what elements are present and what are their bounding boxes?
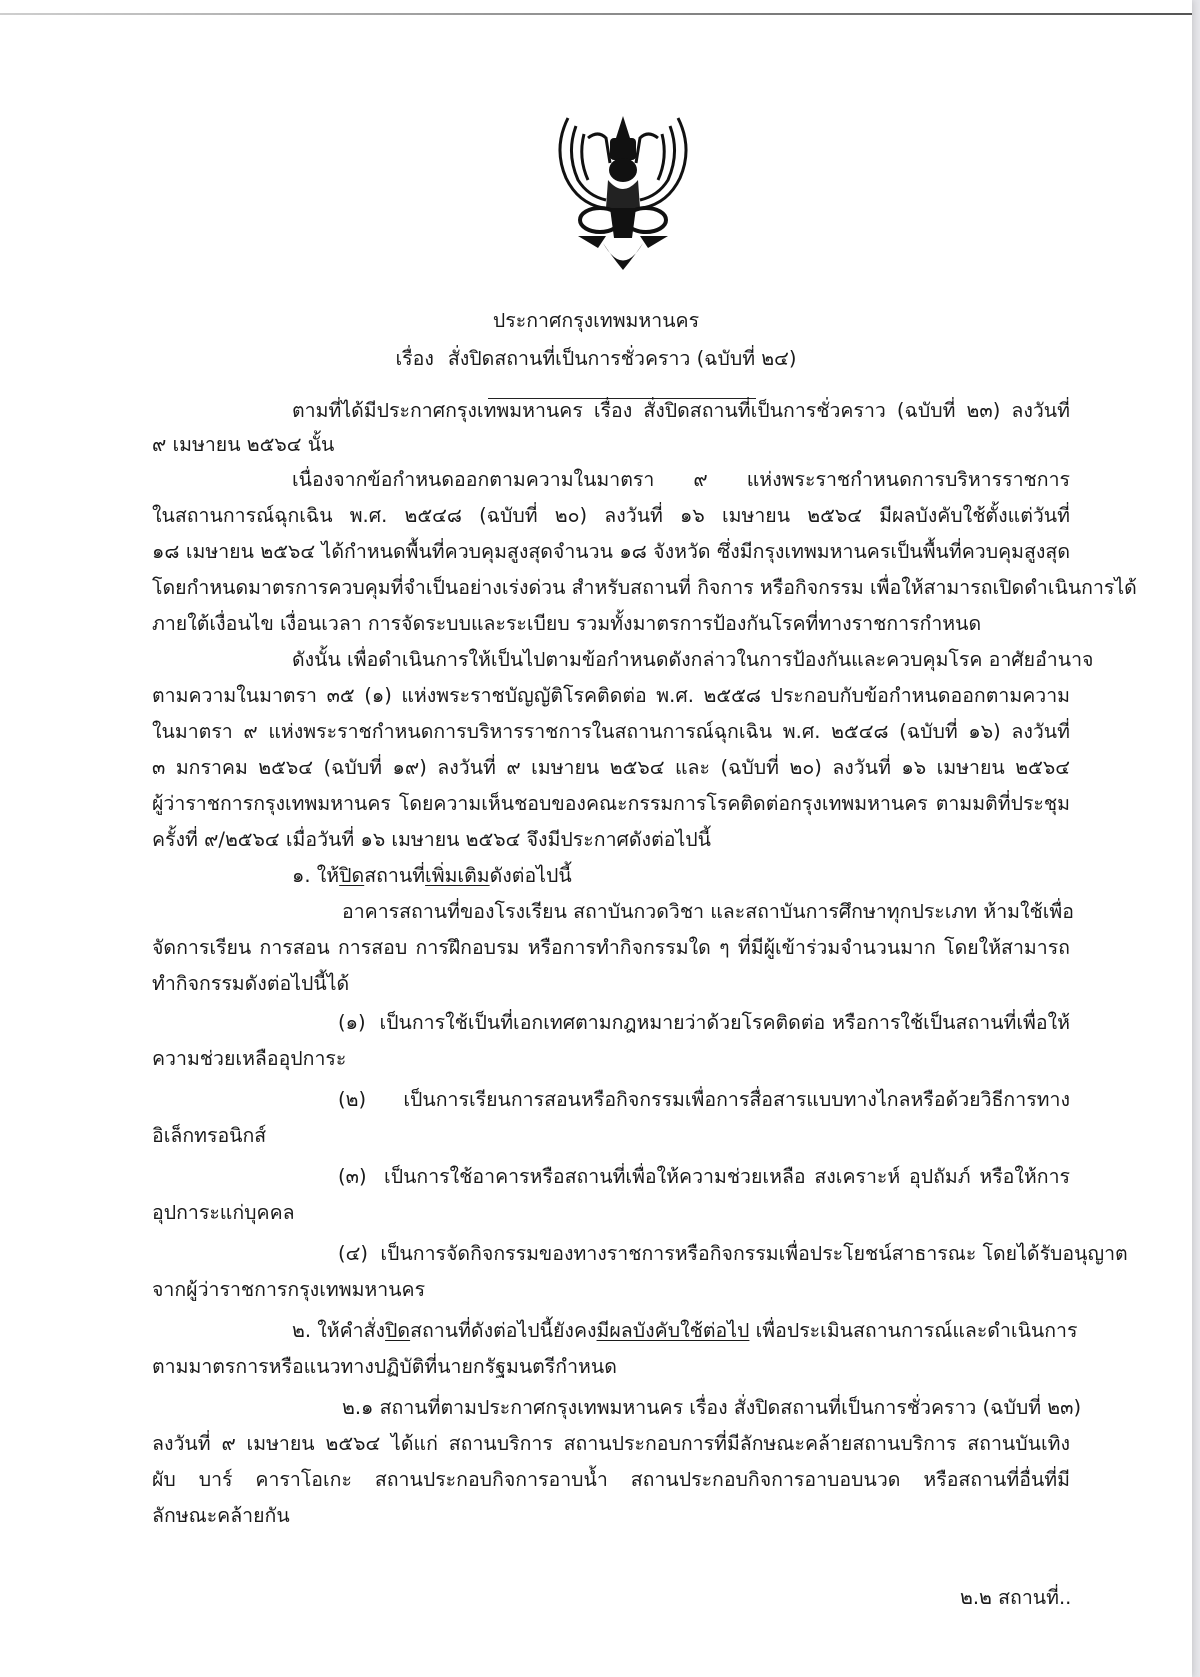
paragraph-line: ในสถานการณ์ฉุกเฉิน พ.ศ. ๒๕๔๘ (ฉบับที่ ๒๐) ลงวันที่ ๑๖ เมษายน ๒๕๖๔ มีผลบังคับใช้ตั้งแต่วันที่ [152,504,1070,527]
subitem-4-cont: จากผู้ว่าราชการกรุงเทพมหานคร [152,1278,426,1301]
subitem-3: (๓) เป็นการใช้อาคารหรือสถานที่เพื่อให้ความช่วยเหลือ สงเคราะห์ อุปถัมภ์ หรือให้การ [338,1165,1070,1188]
paragraph-line: เนื่องจากข้อกำหนดออกตามความในมาตรา ๙ แห่งพระราชกำหนดการบริหารราชการ [292,468,1070,491]
paragraph-line: ผับ บาร์ คาราโอเกะ สถานประกอบกิจการอาบน้ำ สถานประกอบกิจการอาบอบนวด หรือสถานที่อื่นที่มี [152,1468,1070,1491]
continuation-marker: ๒.๒ สถานที่.. [960,1586,1072,1609]
paragraph-line: ภายใต้เงื่อนไข เงื่อนเวลา การจัดระบบและระเบียบ รวมทั้งมาตรการป้องกันโรคที่ทางราชการกำหนด [152,612,982,635]
paragraph-line: ลักษณะคล้ายกัน [152,1504,290,1527]
document-subject [0,343,1192,374]
paragraph-line: ลงวันที่ ๙ เมษายน ๒๕๖๔ ได้แก่ สถานบริการ สถานประกอบการที่มีลักษณะคล้ายสถานบริการ สถานบันเทิง [152,1432,1070,1455]
subitem-1-cont: ความช่วยเหลืออุปการะ [152,1047,347,1070]
subitem-3-cont: อุปการะแก่บุคคล [152,1201,295,1224]
paragraph-line: จัดการเรียน การสอน การสอบ การฝึกอบรม หรือการทำกิจกรรมใด ๆ ที่มีผู้เข้าร่วมจำนวนมาก โดยให้สามารถ [152,936,1070,959]
item-1-heading: ๑. ให้ปิดสถานที่เพิ่มเติมดังต่อไปนี้ [292,864,572,887]
paragraph-line: ในมาตรา ๙ แห่งพระราชกำหนดการบริหารราชการในสถานการณ์ฉุกเฉิน พ.ศ. ๒๕๔๘ (ฉบับที่ ๑๖) ลงวันที่ [152,720,1070,743]
paragraph-line: ๙ เมษายน ๒๕๖๔ นั้น [152,433,335,456]
paragraph-line: ๒.๑ สถานที่ตามประกาศกรุงเทพมหานคร เรื่อง สั่งปิดสถานที่เป็นการชั่วคราว (ฉบับที่ ๒๓) [342,1396,1082,1419]
paragraph-line: ดังนั้น เพื่อดำเนินการให้เป็นไปตามข้อกำหนดดังกล่าวในการป้องกันและควบคุมโรค อาศัยอำนาจ [292,648,1094,671]
subitem-2-cont: อิเล็กทรอนิกส์ [152,1124,267,1147]
paragraph-line: ครั้งที่ ๙/๒๕๖๔ เมื่อวันที่ ๑๖ เมษายน ๒๕๖๔ จึงมีประกาศดังต่อไปนี้ [152,828,711,851]
subject-text: สั่งปิดสถานที่เป็นการชั่วคราว (ฉบับที่ ๒๔) [447,347,797,370]
subitem-4: (๔) เป็นการจัดกิจกรรมของทางราชการหรือกิจกรรมเพื่อประโยชน์สาธารณะ โดยได้รับอนุญาต [338,1242,1128,1265]
subitem-1: (๑) เป็นการใช้เป็นที่เอกเทศตามกฎหมายว่าด้วยโรคติดต่อ หรือการใช้เป็นสถานที่เพื่อให้ [338,1011,1070,1034]
subject-label: เรื่อง [395,347,434,370]
paragraph-line: โดยกำหนดมาตรการควบคุมที่จำเป็นอย่างเร่งด่วน สำหรับสถานที่ กิจการ หรือกิจกรรม เพื่อให้สามารถเปิดดำเนินการได้ [152,576,1137,599]
paragraph-line: ๓ มกราคม ๒๕๖๔ (ฉบับที่ ๑๙) ลงวันที่ ๙ เมษายน ๒๕๖๔ และ (ฉบับที่ ๒๐) ลงวันที่ ๑๖ เมษายน ๒๕๖๔ [152,756,1070,779]
paragraph-line: ตามที่ได้มีประกาศกรุงเทพมหานคร เรื่อง สั่งปิดสถานที่เป็นการชั่วคราว (ฉบับที่ ๒๓) ลงวันที่ [292,399,1070,422]
paragraph-line: ๑๘ เมษายน ๒๕๖๔ ได้กำหนดพื้นที่ควบคุมสูงสุดจำนวน ๑๘ จังหวัด ซึ่งมีกรุงเทพมหานครเป็นพื้นที่ควบคุมสูงสุด [152,540,1070,563]
paragraph-line: ตามความในมาตรา ๓๕ (๑) แห่งพระราชบัญญัติโรคติดต่อ พ.ศ. ๒๕๕๘ ประกอบกับข้อกำหนดออกตามความ [152,684,1070,707]
paragraph-line: ทำกิจกรรมดังต่อไปนี้ได้ [152,972,350,995]
paragraph-line: ตามมาตรการหรือแนวทางปฏิบัติที่นายกรัฐมนตรีกำหนด [152,1355,617,1378]
paragraph-line: อาคารสถานที่ของโรงเรียน สถาบันกวดวิชา และสถาบันการศึกษาทุกประเภท ห้ามใช้เพื่อ [342,900,1074,923]
page-top-edge [0,13,1192,15]
subitem-2: (๒) เป็นการเรียนการสอนหรือกิจกรรมเพื่อการสื่อสารแบบทางไกลหรือด้วยวิธีการทาง [338,1088,1070,1111]
paragraph-line: ผู้ว่าราชการกรุงเทพมหานคร โดยความเห็นชอบของคณะกรรมการโรคติดต่อกรุงเทพมหานคร ตามมติที่ประชุม [152,792,1070,815]
garuda-emblem-icon [548,108,698,278]
item-2-heading: ๒. ให้คำสั่งปิดสถานที่ดังต่อไปนี้ยังคงมีผลบังคับใช้ต่อไป เพื่อประเมินสถานการณ์และดำเนินการ [292,1319,1078,1342]
document-title: ประกาศกรุงเทพมหานคร [492,309,700,332]
